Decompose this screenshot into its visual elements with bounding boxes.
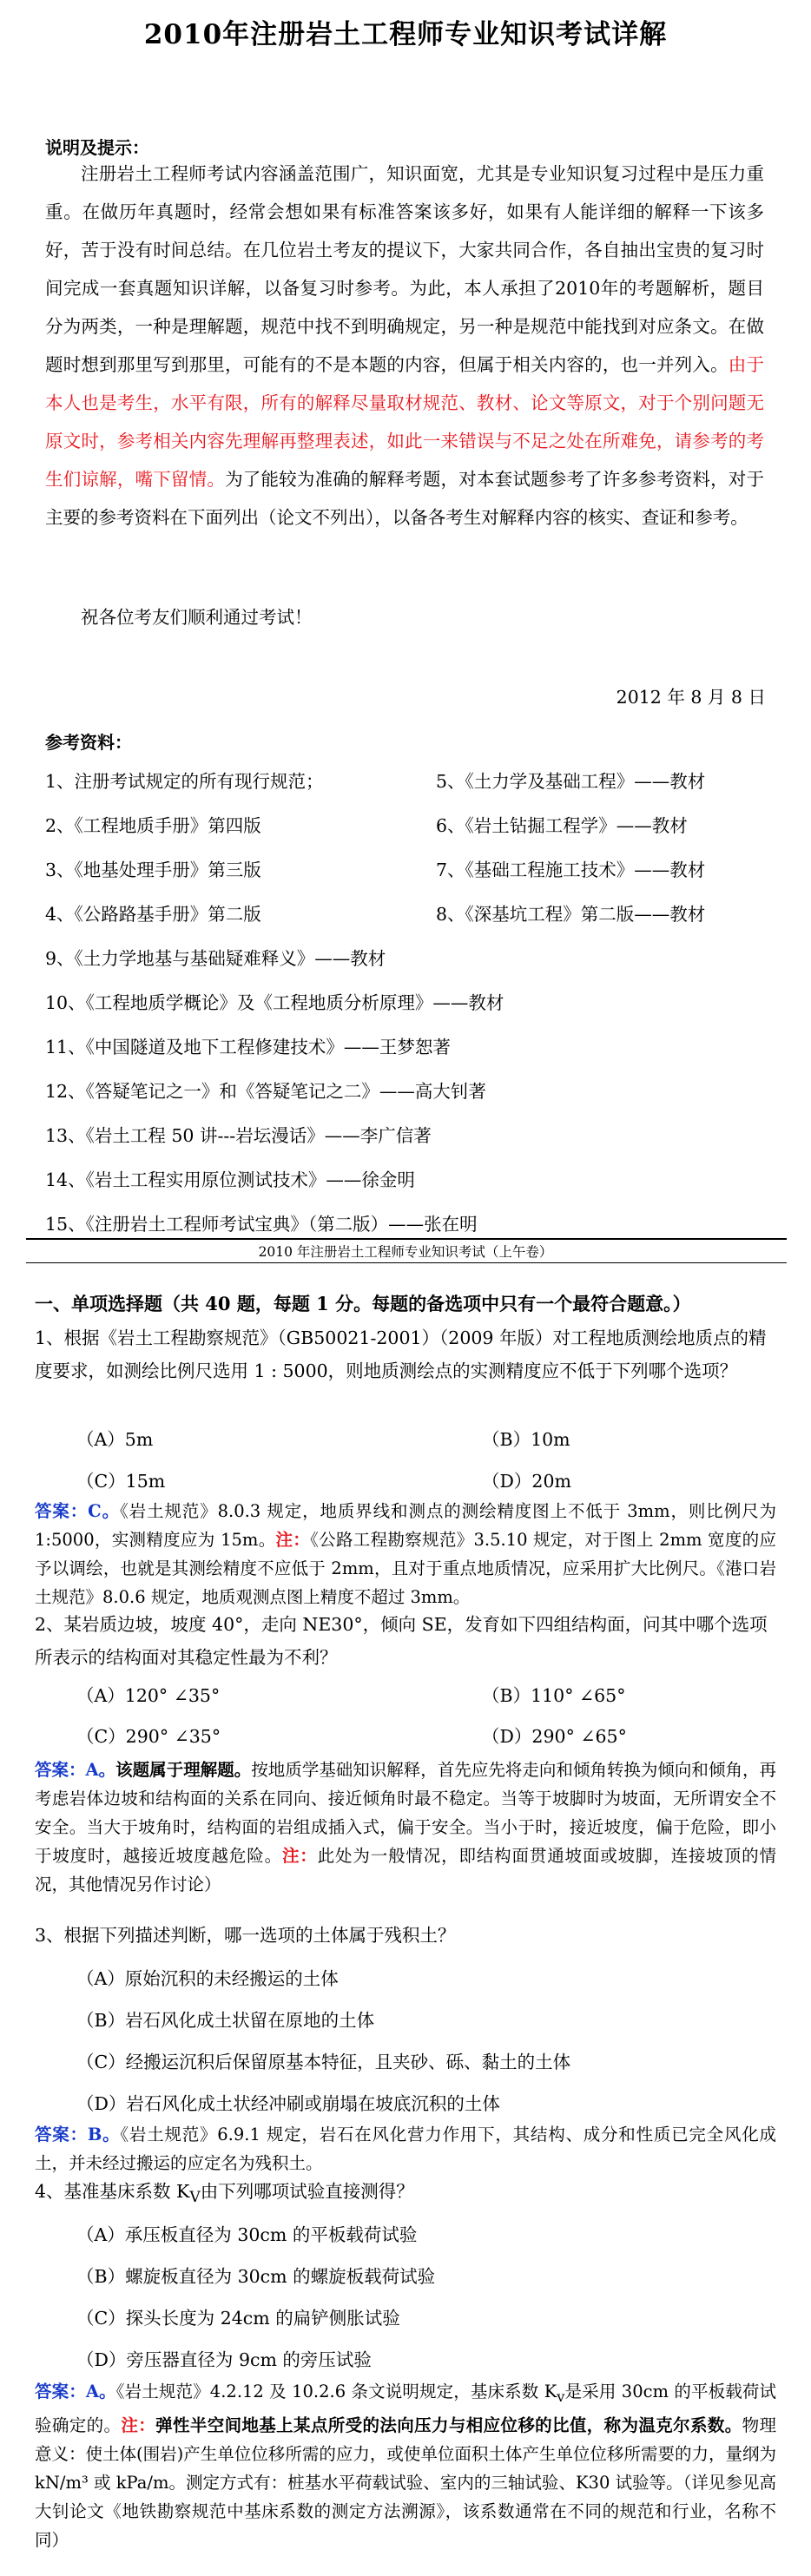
answer-text: 按地质学基础知识解释，首先应先将走向和倾角转换为倾向和倾角，再考虑岩体边坡和结构面的关系在同向、接近倾角时最不稳定。当等于坡脚时为坡面，无所谓安全不安全。当大于坡角时，结构面的岩组成插入式，偏于安全。当小于时，接近坡度，偏于危险，即小于坡度时，越接近坡度越危险。 [35, 1760, 776, 1866]
q3-option-c: （C）经搬运沉积后保留原基本特征，且夹砂、砾、黏土的土体 [76, 2052, 571, 2072]
ref-item: 11、《中国隧道及地下工程修建技术》——王梦恕著 [45, 1037, 451, 1057]
ref-item: 5、《土力学及基础工程》——教材 [436, 771, 706, 792]
answer-label: 答案：B。 [35, 2125, 121, 2144]
ref-item: 9、《土力学地基与基础疑难释义》——教材 [45, 948, 386, 969]
q2-answer [35, 1756, 776, 1899]
q3-option-a: （A）原始沉积的未经搬运的土体 [76, 1968, 339, 1989]
answer-bold: 该题属于理解题。 [115, 1760, 252, 1780]
q1-option-c: （C）15m [76, 1471, 166, 1492]
q3-option-b: （B）岩石风化成土状留在原地的土体 [76, 2010, 375, 2031]
q4-option-b: （B）螺旋板直径为 30cm 的螺旋板载荷试验 [76, 2266, 436, 2287]
note-label: 注： [121, 2415, 156, 2435]
ref-item: 7、《基础工程施工技术》——教材 [436, 860, 706, 880]
question-1-stem: 1、根据《岩土工程勘察规范》（GB50021-2001）（2009 年版）对工程地质测绘地质点的精度要求，如测绘比例尺选用 1 : 5000，则地质测绘点的实测精度应不低于下列哪个选项？ [35, 1328, 767, 1381]
answer-label: 答案：A。 [35, 1760, 116, 1780]
running-header: 2010 年注册岩土工程师专业知识考试（上午卷） [258, 1244, 553, 1260]
q3-option-d: （D）岩石风化成土状经冲刷或崩塌在坡底沉积的土体 [76, 2093, 500, 2114]
intro-red-text: 由于本人也是考生，水平有限，所有的解释尽量取材规范、教材、论文等原文，对于个别问题无原文时，参考相关内容先理解再整理表述，如此一来错误与不足之处在所难免，请参考的考生们谅解，嘴下留情。 [45, 354, 765, 490]
answer-text: 《岩土规范》4.2.12 及 10.2.6 条文说明规定，基床系数 K [115, 2382, 557, 2401]
divider [26, 1262, 787, 1263]
q2-option-c: （C）290° ∠35° [76, 1726, 221, 1747]
date-line: 2012 年 8 月 8 日 [616, 687, 766, 708]
ref-item: 2、《工程地质手册》第四版 [45, 815, 261, 836]
ref-item: 1、注册考试规定的所有现行规范； [45, 771, 324, 792]
note-label: 注： [275, 1530, 311, 1550]
ref-item: 13、《岩土工程 50 讲---岩坛漫话》——李广信著 [45, 1125, 432, 1146]
answer-text: 《公路工程勘察规范》3.5.10 规定，对于图上 2mm 宽度的应予以调绘，也就是其测绘精度不应低于 2mm，且对于重点地质情况，应采用扩大比例尺。《港口岩土规范》8.0.6 规定，地质观测点图上精度不超过 3mm。 [35, 1530, 776, 1607]
question-2-stem: 2、某岩质边坡，坡度 40°，走向 NE30°，倾向 SE，发育如下四组结构面，问其中哪个选项所表示的结构面对其稳定性最为不利？ [35, 1614, 768, 1668]
q2-option-b: （B）110° ∠65° [482, 1685, 626, 1706]
ref-item: 15、《注册岩土工程师考试宝典》（第二版）——张在明 [45, 1214, 478, 1235]
ref-item: 12、《答疑笔记之一》和《答疑笔记之二》——高大钊著 [45, 1081, 486, 1102]
q4-option-d: （D）旁压器直径为 9cm 的旁压试验 [76, 2349, 372, 2370]
q1-option-b: （B）10m [482, 1429, 570, 1450]
q1-option-a: （A）5m [76, 1429, 154, 1450]
wish-line: 祝各位考友们顺利通过考试！ [81, 607, 313, 628]
subscript: V [189, 2189, 201, 2207]
intro-heading: 说明及提示： [45, 137, 149, 158]
intro-paragraph [45, 155, 764, 537]
ref-item: 10、《工程地质学概论》及《工程地质分析原理》——教材 [45, 992, 504, 1013]
ref-item: 4、《公路路基手册》第二版 [45, 904, 261, 925]
q1-option-d: （D）20m [482, 1471, 571, 1492]
q1-answer [35, 1497, 776, 1611]
question-4-stem: 4、基准基床系数 $K_V$由下列哪项试验直接测得？ [35, 2181, 414, 2207]
answer-text: 《岩土规范》6.9.1 规定，岩石在风化营力作用下，其结构、成分和性质已完全风化成土，并未经过搬运的应定名为残积土。 [35, 2125, 776, 2173]
ref-item: 6、《岩土钻掘工程学》——教材 [436, 815, 688, 836]
answer-label: 答案：A。 [35, 2382, 116, 2401]
document-title: 2010年注册岩土工程师专业知识考试详解 [143, 19, 668, 50]
intro-tail-text: 为了能较为准确的解释考题，对本套试题参考了许多参考资料，对于主要的参考资料在下面列出（论文不列出），以备各考生对解释内容的核实、查证和参考。 [45, 469, 765, 528]
refs-heading: 参考资料： [45, 732, 132, 753]
q4-answer [35, 2377, 776, 2554]
ref-item: 14、《岩土工程实用原位测试技术》——徐金明 [45, 1169, 415, 1190]
intro-text: 注册岩土工程师考试内容涵盖范围广，知识面宽，尤其是专业知识复习过程中是压力重重。在做历年真题时，经常会想如果有标准答案该多好，如果有人能详细的解释一下该多好，苦于没有时间总结。在几位岩土考友的提议下，大家共同合作，各自抽出宝贵的复习时间完成一套真题知识详解，以备复习时参考。为此，本人承担了2010年的考题解析，题目分为两类，一种是理解题，规范中找不到明确规定，另一种是规范中能找到对应条文。在做题时想到那里写到那里，可能有的不是本题的内容，但属于相关内容的，也一并列入。 [45, 163, 764, 375]
answer-label: 答案：C。 [35, 1501, 120, 1521]
note-label: 注： [281, 1846, 318, 1866]
divider [26, 1238, 787, 1240]
q4-option-a: （A）承压板直径为 30cm 的平板载荷试验 [76, 2224, 418, 2245]
answer-text: 《岩土规范》8.0.3 规定，地质界线和测点的测绘精度图上不低于 3mm，则比例尺为 1:5000，实测精度应为 15m。 [35, 1501, 776, 1550]
ref-item: 3、《地基处理手册》第三版 [45, 860, 261, 880]
q3-answer [35, 2120, 776, 2177]
answer-text: 是采用 30cm 的平板载荷试验确定的。 [35, 2382, 776, 2435]
q2-option-d: （D）290° ∠65° [482, 1726, 627, 1747]
q2-option-a: （A）120° ∠35° [76, 1685, 221, 1706]
section-heading: 一、单项选择题（共 40 题，每题 1 分。每题的备选项中只有一个最符合题意。） [35, 1293, 691, 1314]
q4-option-c: （C）探头长度为 24cm 的扁铲侧胀试验 [76, 2308, 400, 2329]
question-3-stem: 3、根据下列描述判断，哪一选项的土体属于残积土？ [35, 1925, 456, 1946]
answer-text: 物理意义：使土体(围岩)产生单位位移所需的应力，或使单位面积土体产生单位位移所需要的力，量纲为 kN/m³ 或 kPa/m。测定方式有：桩基水平荷载试验、室内的三轴试验、K30 试验等。（详见参见高大钊论文《地铁勘察规范中基床系数的测定方法溯源》，该系数通常在不同的规范和行业，名称不同） [35, 2415, 776, 2550]
answer-bold: 弹性半空间地基上某点所受的法向压力与相应位移的比值，称为温克尔系数。 [155, 2415, 742, 2435]
ref-item: 8、《深基坑工程》第二版——教材 [436, 904, 706, 925]
answer-text: 此处为一般情况，即结构面贯通坡面或坡脚，连接坡顶的情况，其他情况另作讨论） [35, 1846, 776, 1894]
subscript: v [557, 2388, 565, 2405]
